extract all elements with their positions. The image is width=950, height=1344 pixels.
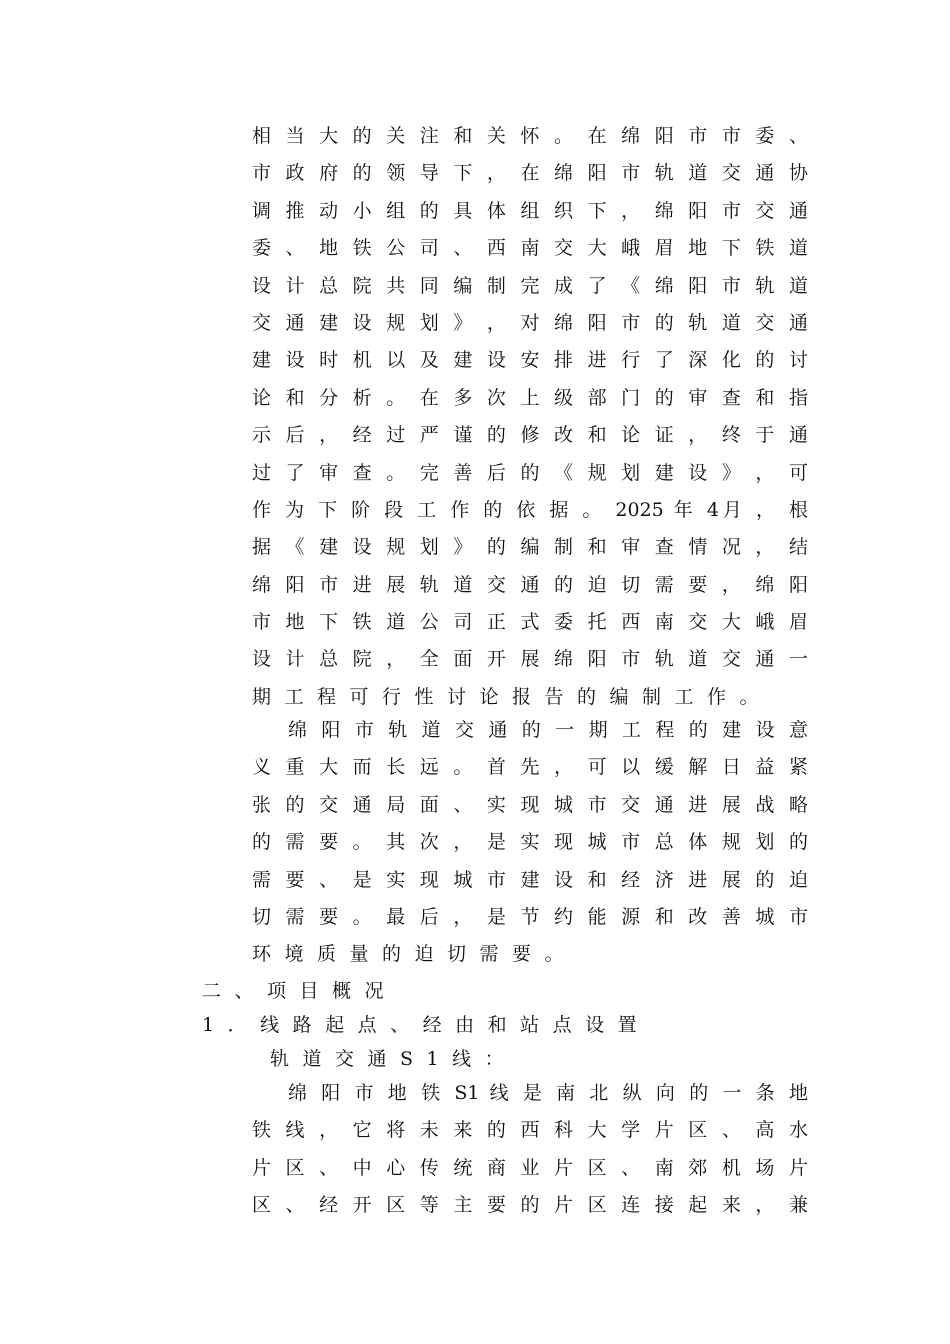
text-line: 建 设 时 机 以 及 建 设 安 排 进 行 了 深 化 的 讨 (252, 349, 808, 372)
paragraph-background (252, 118, 808, 716)
text-line: 示 后 ， 经 过 严 谨 的 修 改 和 论 证 ， 终 于 通 (252, 424, 808, 447)
text-line: 相 当 大 的 关 注 和 关 怀 。 在 绵 阳 市 市 委 、 (252, 125, 808, 147)
paragraph-significance (252, 712, 808, 974)
text-line: 片 区 、 中 心 传 统 商 业 片 区 、 南 郊 机 场 片 (252, 1156, 808, 1179)
text-line: 调 推 动 小 组 的 具 体 组 织 下 ， 绵 阳 市 交 通 (252, 199, 808, 222)
line-title: 轨道交通S1线： (270, 1048, 518, 1070)
text-line: 的 需 要 。 其 次 ， 是 实 现 城 市 总 体 规 划 的 (252, 831, 808, 854)
text-line: 设 计 总 院 共 同 编 制 完 成 了 《 绵 阳 市 轨 道 (252, 274, 808, 297)
text-line: 绵 阳 市 轨 道 交 通 的 一 期 工 程 的 建 设 意 (288, 719, 808, 741)
paragraph-s1-line (252, 1075, 808, 1225)
text-line: 期工程可行性讨论报告的编制工作。 (252, 685, 773, 708)
text-line: 需 要 、 是 实 现 城 市 建 设 和 经 济 进 展 的 迫 (252, 868, 808, 891)
text-line: 论 和 分 析 。 在 多 次 上 级 部 门 的 审 查 和 指 (252, 386, 808, 409)
text-line: 环境质量的迫切需要。 (252, 943, 578, 966)
text-line: 区 、 经 开 区 等 主 要 的 片 区 连 接 起 来 ， 兼 (252, 1194, 808, 1217)
section-heading: 二、项目概况 (202, 980, 398, 1002)
text-line: 委 、 地 铁 公 司 、 西 南 交 大 峨 眉 地 下 铁 道 (252, 237, 808, 260)
text-line: 设 计 总 院 ， 全 面 开 展 绵 阳 市 轨 道 交 通 一 (252, 648, 808, 671)
text-line: 切 需 要 。 最 后 ， 是 节 约 能 源 和 改 善 城 市 (252, 905, 808, 928)
text-line: 市 地 下 铁 道 公 司 正 式 委 托 西 南 交 大 峨 眉 (252, 611, 808, 634)
text-line: 绵 阳 市 进 展 轨 道 交 通 的 迫 切 需 要 ， 绵 阳 (252, 573, 808, 596)
text-line: 交 通 建 设 规 划 》 ， 对 绵 阳 市 的 轨 道 交 通 (252, 311, 808, 334)
text-line: 义 重 大 而 长 远 。 首 先 ， 可 以 缓 解 日 益 紧 (252, 756, 808, 779)
text-line: 市 政 府 的 领 导 下 ， 在 绵 阳 市 轨 道 交 通 协 (252, 162, 808, 185)
subsection-heading: 1．线路起点、经由和站点设置 (202, 1014, 651, 1036)
text-line: 过 了 审 查 。 完 善 后 的 《 规 划 建 设 》 ， 可 (252, 461, 808, 484)
text-line: 据 《 建 设 规 划 》 的 编 制 和 审 查 情 况 ， 结 (252, 536, 808, 559)
text-line: 铁 线 ， 它 将 未 来 的 西 科 大 学 片 区 、 高 水 (252, 1119, 808, 1142)
text-line: 作 为 下 阶 段 工 作 的 依 据 。 2025 年 4月 ， 根 (252, 498, 808, 521)
text-line: 绵 阳 市 地 铁 S1 线 是 南 北 纵 向 的 一 条 地 (288, 1082, 808, 1104)
text-line: 张 的 交 通 局 面 、 实 现 城 市 交 通 进 展 战 略 (252, 793, 808, 816)
